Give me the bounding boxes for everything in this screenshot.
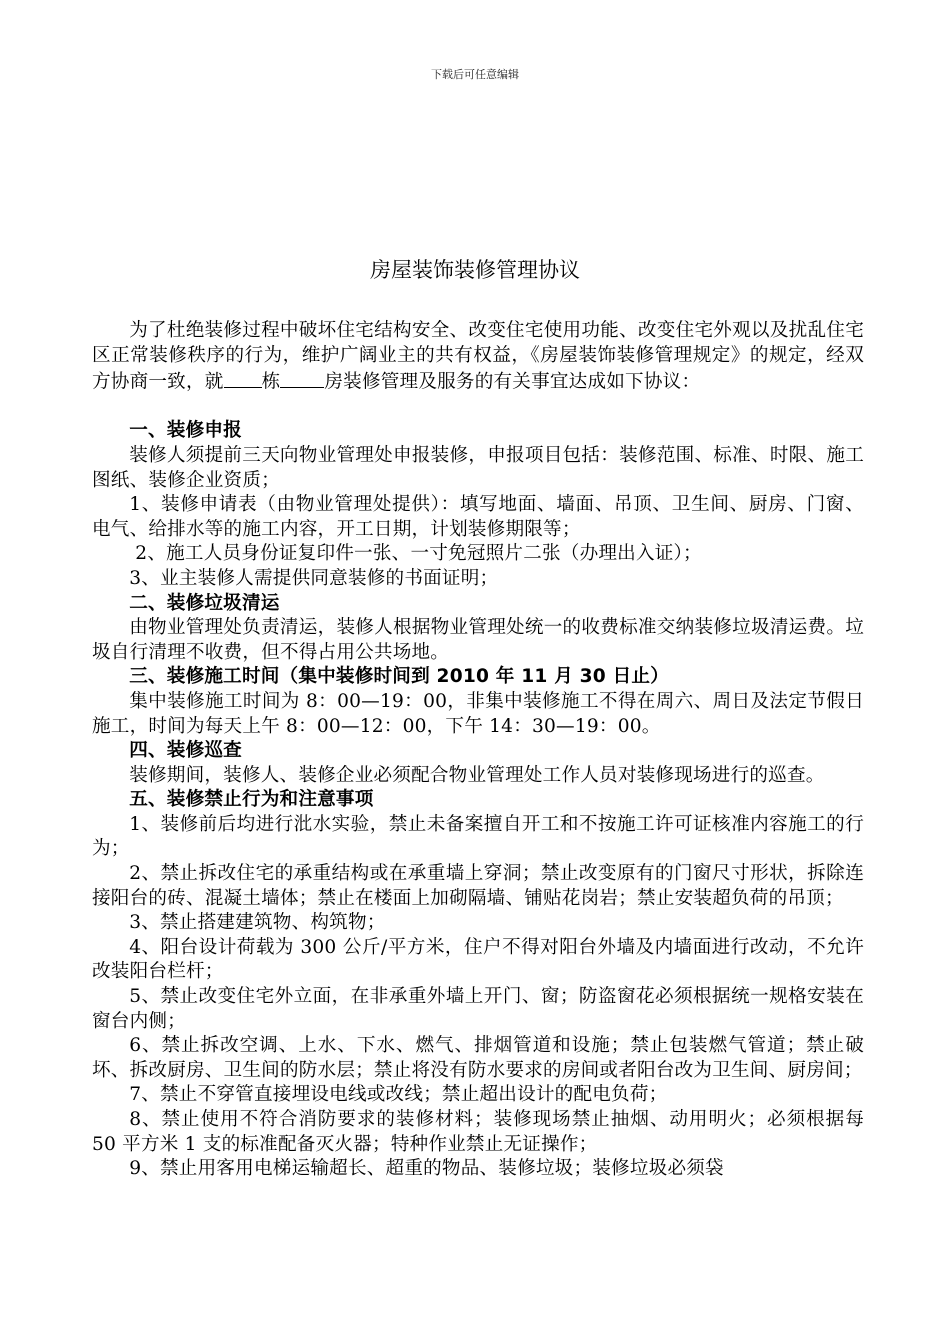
section-heading-3: 三、装修施工时间（集中装修时间到 2010 年 11 月 30 日止） bbox=[129, 666, 669, 688]
building-number-blank bbox=[224, 368, 262, 388]
intro-text-2: 栋 bbox=[261, 371, 281, 393]
section-heading-5: 五、装修禁止行为和注意事项 bbox=[129, 789, 374, 811]
intro-text-3: 房装修管理及服务的有关事宜达成如下协议： bbox=[324, 371, 701, 393]
section-heading-1: 一、装修申报 bbox=[129, 420, 242, 442]
room-number-blank bbox=[280, 368, 324, 388]
section-5-line-5: 5、禁止改变住宅外立面，在非承重外墙上开门、窗；防盗窗花必须根据统一规格安装在窗台内侧； bbox=[92, 986, 864, 1032]
section-5-line-4: 4、阳台设计荷载为 300 公斤/平方米，住户不得对阳台外墙及内墙面进行改动，不允许改装阳台栏杆； bbox=[92, 936, 864, 983]
section-heading-2: 二、装修垃圾清运 bbox=[129, 592, 280, 614]
intro-text-1: 为了杜绝装修过程中破坏住宅结构安全、改变住宅使用功能、改变住宅外观以及扰乱住宅区正常装修秩序的行为，维护广阔业主的共有权益，《房屋装饰装修管理规定》的规定，经双方协商一致，就 bbox=[92, 320, 864, 393]
section-4-line-1: 装修期间，装修人、装修企业必须配合物业管理处工作人员对装修现场进行的巡查。 bbox=[129, 764, 825, 786]
document-body bbox=[92, 319, 864, 1182]
document-title: 房屋装饰装修管理协议 bbox=[370, 258, 580, 282]
section-5-line-7: 7、禁止不穿管直接埋设电线或改线；禁止超出设计的配电负荷； bbox=[129, 1084, 668, 1106]
section-5-line-2: 2、禁止拆改住宅的承重结构或在承重墙上穿洞；禁止改变原有的门窗尺寸形状，拆除连接阳台的砖、混凝土墙体；禁止在楼面上加砌隔墙、铺贴花岗岩；禁止安装超负荷的吊顶； bbox=[92, 863, 864, 909]
section-1-line-3: 2、施工人员身份证复印件一张、一寸免冠照片二张（办理出入证）； bbox=[129, 543, 702, 565]
spacer bbox=[92, 395, 864, 419]
section-5-line-3: 3、禁止搭建建筑物、构筑物； bbox=[129, 912, 386, 934]
section-heading-4: 四、装修巡查 bbox=[129, 740, 242, 762]
section-5-line-6: 6、禁止拆改空调、上水、下水、燃气、排烟管道和设施；禁止包装燃气管道；禁止破坏、拆改厨房、卫生间的防水层；禁止将没有防水要求的房间或者阳台改为卫生间、厨房间； bbox=[92, 1035, 864, 1081]
section-5-line-8: 8、禁止使用不符合消防要求的装修材料；装修现场禁止抽烟、动用明火；必须根据每 50 平方米 1 支的标准配备灭火器；特种作业禁止无证操作； bbox=[92, 1109, 864, 1155]
section-3-line-1: 集中装修施工时间为 8：00—19：00，非集中装修施工不得在周六、周日及法定节假日施工，时间为每天上午 8：00—12：00，下午 14：30—19：00。 bbox=[92, 690, 864, 737]
section-1-line-4: 3、业主装修人需提供同意装修的书面证明； bbox=[129, 567, 499, 589]
section-1-line-1: 装修人须提前三天向物业管理处申报装修，申报项目包括：装修范围、标准、时限、施工图纸、装修企业资质； bbox=[92, 444, 864, 491]
section-2-line-1: 由物业管理处负责清运，装修人根据物业管理处统一的收费标准交纳装修垃圾清运费。垃圾自行清理不收费，但不得占用公共场地。 bbox=[92, 617, 864, 663]
page-header-note: 下载后可任意编辑 bbox=[431, 68, 519, 81]
section-5-line-1: 1、装修前后均进行沘水实验，禁止未备案擅自开工和不按施工许可证核准内容施工的行为； bbox=[92, 813, 864, 860]
intro-paragraph bbox=[92, 319, 864, 395]
section-5-line-9: 9、禁止用客用电梯运输超长、超重的物品、装修垃圾；装修垃圾必须袋 bbox=[129, 1158, 724, 1180]
section-1-line-2: 1、装修申请表（由物业管理处提供）：填写地面、墙面、吊顶、卫生间、厨房、门窗、电气、给排水等的施工内容，开工日期，计划装修期限等； bbox=[92, 494, 864, 540]
